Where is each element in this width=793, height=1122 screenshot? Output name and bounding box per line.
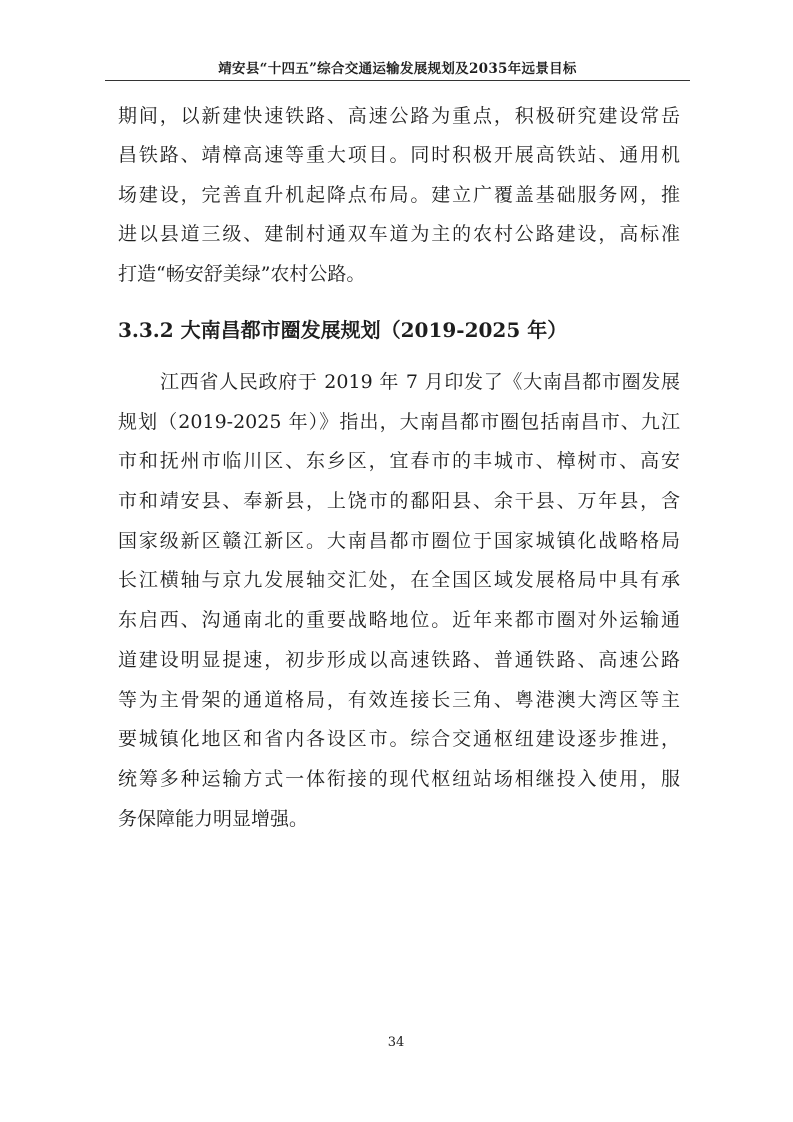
paragraph-line: 国家级新区赣江新区。大南昌都市圈位于国家城镇化战略格局 xyxy=(118,529,680,552)
paragraph-line: 昌铁路、靖樟高速等重大项目。同时积极开展高铁站、通用机 xyxy=(118,144,680,167)
running-header: 靖安县“十四五”综合交通运输发展规划及2035年远景目标 xyxy=(105,59,690,81)
paragraph-line: 期间，以新建快速铁路、高速公路为重点，积极研究建设常岳 xyxy=(118,105,680,127)
paragraph-line: 等为主骨架的通道格局，有效连接长三角、粤港澳大湾区等主 xyxy=(118,688,680,711)
paragraph-line: 市和靖安县、奉新县，上饶市的鄱阳县、余干县、万年县，含 xyxy=(118,490,680,513)
paragraph-line: 东启西、沟通南北的重要战略地位。近年来都市圈对外运输通 xyxy=(118,609,680,632)
paragraph-line: 道建设明显提速，初步形成以高速铁路、普通铁路、高速公路 xyxy=(118,648,680,671)
paragraph-line: 江西省人民政府于 2019 年 7 月印发了《大南昌都市圈发展 xyxy=(160,371,680,393)
paragraph-line: 市和抚州市临川区、东乡区，宜春市的丰城市、樟树市、高安 xyxy=(118,450,680,473)
paragraph-line: 场建设，完善直升机起降点布局。建立广覆盖基础服务网，推 xyxy=(118,183,680,206)
paragraph-line: 规划（2019-2025 年）》指出，大南昌都市圈包括南昌市、九江 xyxy=(118,410,680,433)
paragraph-line: 务保障能力明显增强。 xyxy=(118,807,309,830)
intro-paragraph xyxy=(118,97,680,294)
page-number: 34 xyxy=(387,1035,405,1050)
paragraph-line: 统筹多种运输方式一体衔接的现代枢纽站场相继投入使用，服 xyxy=(118,767,680,790)
paragraph-line: 要城镇化地区和省内各设区市。综合交通枢纽建设逐步推进， xyxy=(118,728,680,751)
paragraph-line: 打造“畅安舒美绿”农村公路。 xyxy=(118,262,366,285)
paragraph-line: 进以县道三级、建制村通双车道为主的农村公路建设，高标准 xyxy=(118,223,680,246)
section-heading: 3.3.2 大南昌都市圈发展规划（2019-2025 年） xyxy=(118,318,568,342)
section-paragraph xyxy=(118,363,680,839)
paragraph-line: 长江横轴与京九发展轴交汇处，在全国区域发展格局中具有承 xyxy=(118,569,680,592)
